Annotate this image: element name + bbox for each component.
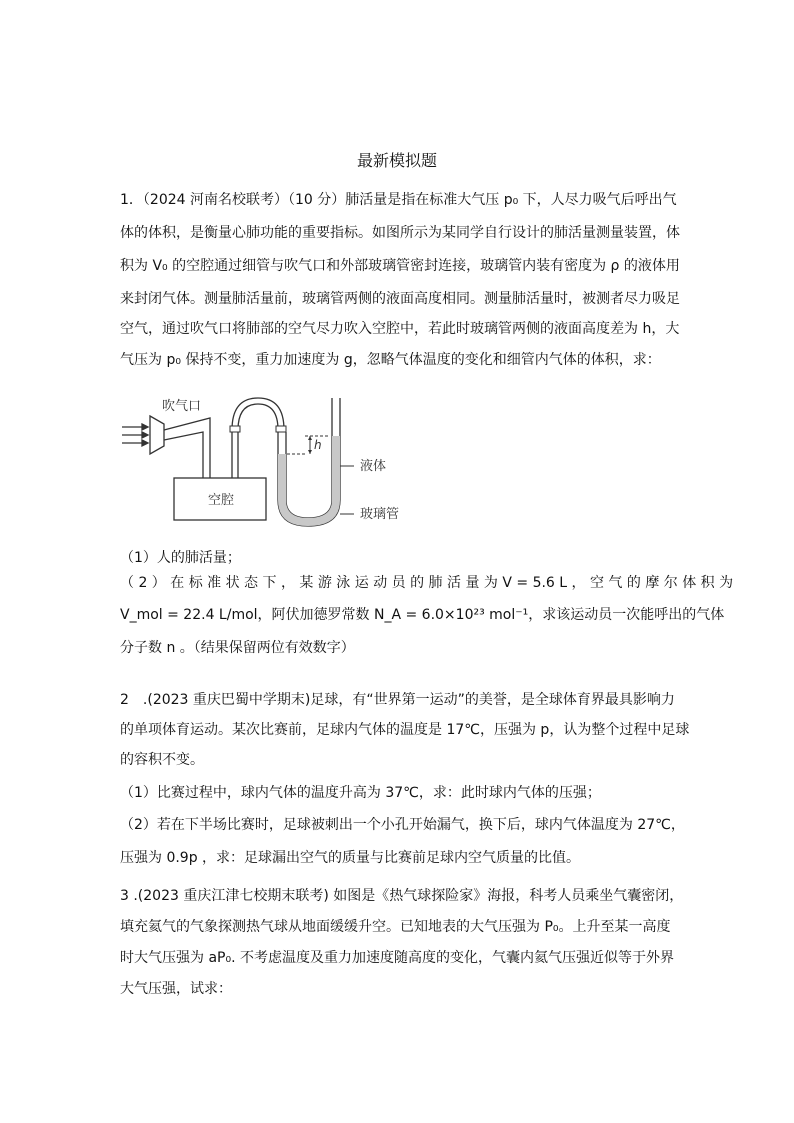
q1-line: 气压为 p₀ 保持不变，重力加速度为 g，忽略气体温度的变化和细管内气体的体积，求： [120, 352, 661, 368]
q2-sub2-line: 压强为 0.9p ，求：足球漏出空气的质量与比赛前足球内空气质量的比值。 [120, 850, 581, 866]
airflow-arrows [122, 424, 148, 446]
q3-line: 时大气压强为 aP₀. 不考虑温度及重力加速度随高度的变化，气囊内氦气压强近似等于外界 [120, 950, 674, 966]
liquid-fill [278, 436, 340, 526]
q2-line: 的单项体育运动。某次比赛前，足球内气体的温度是 17℃，压强为 p，认为整个过程中足球 [120, 722, 690, 738]
liquid-label: 液体 [360, 459, 387, 474]
q1-line: 来封闭气体。测量肺活量前，玻璃管两侧的液面高度相同。测量肺活量时，被测者尽力吸足 [120, 291, 680, 307]
q1-line: 空气，通过吹气口将肺部的空气尽力吹入空腔中，若此时玻璃管两侧的液面高度差为 h，大 [120, 321, 680, 337]
q1-line: 1．（2024 河南名校联考）（10 分）肺活量是指在标准大气压 p₀ 下，人尽力吸气后呼出气 [120, 192, 677, 208]
h-label: h [314, 438, 322, 452]
q2-sub1: （1）比赛过程中，球内气体的温度升高为 37℃，求：此时球内气体的压强； [120, 785, 601, 801]
q1-sub1: （1）人的肺活量； [120, 550, 241, 566]
q3-line: 3 .(2023 重庆江津七校期末联考) 如图是《热气球探险家》海报，科考人员乘坐气囊密闭， [120, 888, 684, 904]
inlet-label: 吹气口 [162, 399, 202, 414]
q1-sub2-line: （ 2 ） 在 标 准 状 态 下 ， 某 游 泳 运 动 员 的 肺 活 量 为 V = 5.6 L ， 空 气 的 摩 尔 体 积 为 [120, 575, 734, 591]
tube-label: 玻璃管 [360, 507, 400, 522]
q3-line: 大气压强，试求： [120, 981, 232, 997]
page-title: 最新模拟题 [356, 151, 437, 170]
q1-line: 体的体积，是衡量心肺功能的重要指标。如图所示为某同学自行设计的肺活量测量装置，体 [120, 225, 680, 241]
q2-line: 的容积不变。 [120, 752, 204, 768]
q2-line: 2 .(2023 重庆巴蜀中学期末)足球，有“世界第一运动”的美誉，是全球体育界最具影响力 [120, 692, 675, 708]
lung-capacity-apparatus-figure [118, 388, 418, 538]
inlet-funnel [150, 416, 164, 454]
q1-sub2-line: V_mol = 22.4 L/mol，阿伏加德罗常数 N_A = 6.0×10²³ mol⁻¹，求该运动员一次能呼出的气体 [120, 607, 725, 623]
q3-line: 填充氦气的气象探测热气球从地面缓缓升空。已知地表的大气压强为 P₀。上升至某一高度 [120, 919, 671, 935]
q1-line: 积为 V₀ 的空腔通过细管与吹气口和外部玻璃管密封连接，玻璃管内装有密度为 ρ 的液体用 [120, 258, 680, 274]
q2-sub2-line: （2）若在下半场比赛时，足球被刺出一个小孔开始漏气，换下后，球内气体温度为 27℃， [120, 817, 685, 833]
chamber-label: 空腔 [208, 493, 235, 508]
q1-sub2-line: 分子数 n 。（结果保留两位有效数字） [120, 640, 355, 656]
